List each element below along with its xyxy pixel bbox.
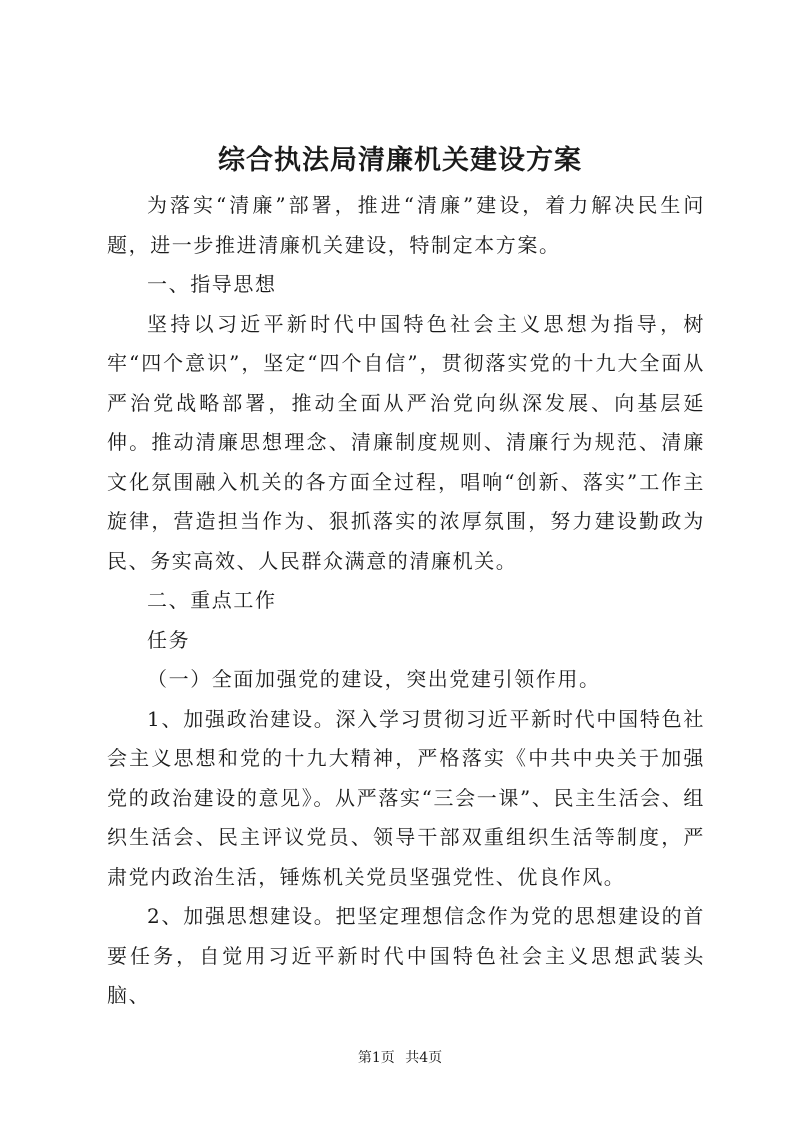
guiding-ideology-paragraph: 坚持以习近平新时代中国特色社会主义思想为指导，树牢“四个意识”，坚定“四个自信”，贯彻落实党的十九大全面从严治党战略部署，推动全面从严治党向纵深发展、向基层延伸。推动清廉思想理念、清廉制度规则、清廉行为规范、清廉文化氛围融入机关的各方面全过程，唱响“创新、落实”工作主旋律，营造担当作为、狠抓落实的浓厚氛围，努力建设勤政为民、务实高效、人民群众满意的清廉机关。 [107, 311, 705, 573]
subsection-heading-party-building: （一）全面加强党的建设，突出党建引领作用。 [147, 667, 601, 691]
page-total: 共4页 [405, 1050, 443, 1066]
item-ideological-construction: 2、加强思想建设。把坚定理想信念作为党的思想建设的首要任务，自觉用习近平新时代中国特色社会主义思想武装头脑、 [107, 904, 705, 1007]
page-footer [0, 1047, 800, 1067]
section-heading-key-work: 二、重点工作 [147, 588, 277, 612]
document-body [107, 186, 705, 1016]
page-number: 第1页 [357, 1050, 395, 1066]
document-title: 综合执法局清廉机关建设方案 [218, 145, 582, 176]
section-heading-guiding-ideology: 一、指导思想 [147, 272, 277, 296]
intro-paragraph: 为落实“清廉”部署，推进“清廉”建设，着力解决民生问题，进一步推进清廉机关建设，特制定本方案。 [107, 193, 705, 257]
item-political-construction: 1、加强政治建设。深入学习贯彻习近平新时代中国特色社会主义思想和党的十九大精神，严格落实《中共中央关于加强党的政治建设的意见》。从严落实“三会一课”、民主生活会、组织生活会、民主评议党员、领导干部双重组织生活等制度，严肃党内政治生活，锤炼机关党员坚强党性、优良作风。 [107, 706, 705, 889]
subheading-tasks: 任务 [147, 627, 191, 652]
